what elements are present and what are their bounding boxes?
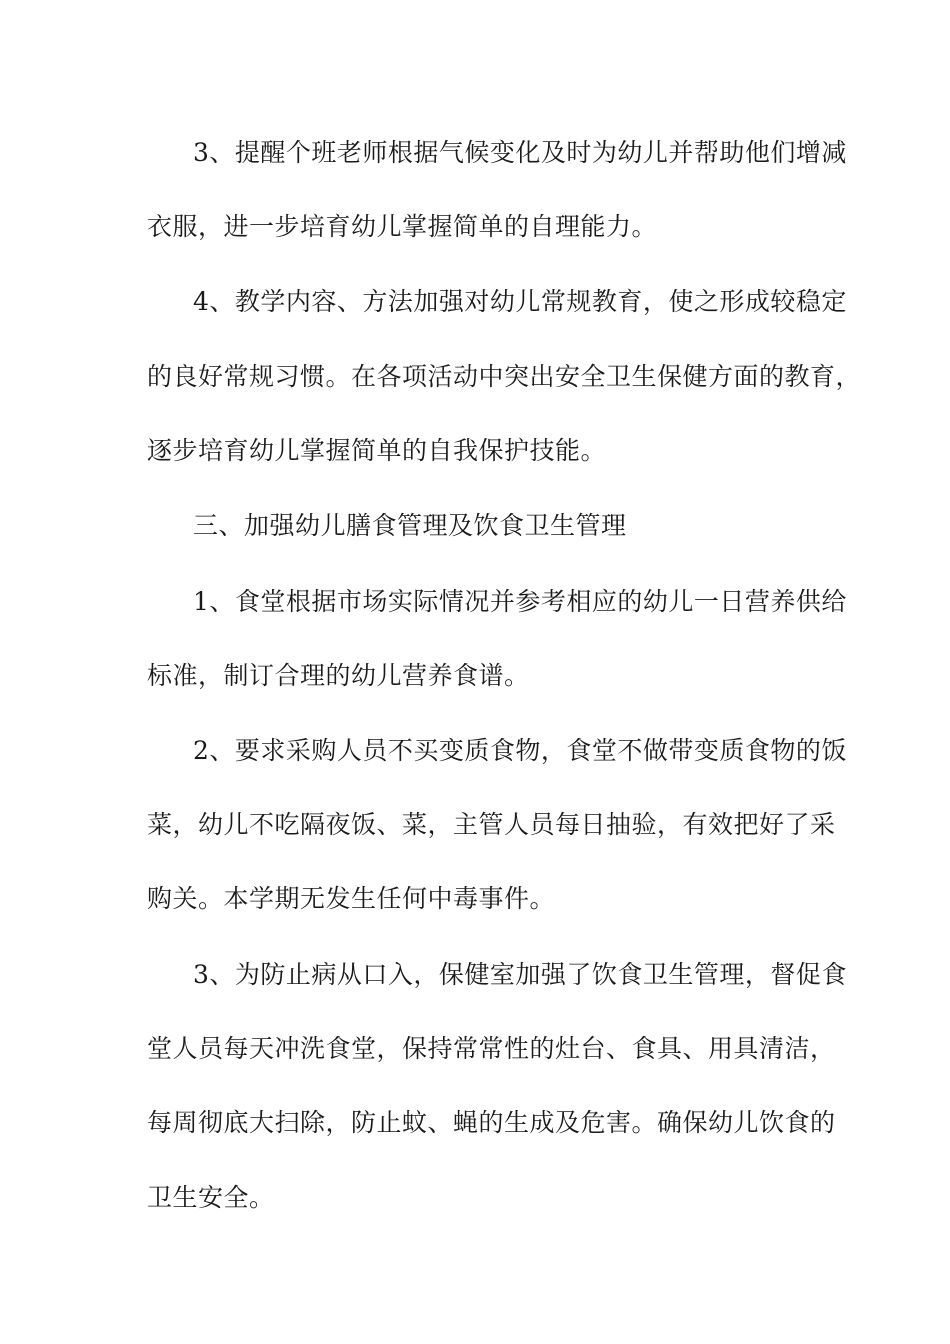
item-1-line-1: 1、食堂根据市场实际情况并参考相应的幼儿一日营养供给 <box>193 587 847 616</box>
section-heading: 三、加强幼儿膳食管理及饮食卫生管理 <box>193 511 627 540</box>
item-2-line-3: 购关。本学期无发生任何中毒事件。 <box>147 884 556 913</box>
item-1-line-2: 标准，制订合理的幼儿营养食谱。 <box>147 661 530 690</box>
paragraph-3-line-1: 3、提醒个班老师根据气候变化及时为幼儿并帮助他们增减 <box>193 138 847 167</box>
paragraph-3-line-2: 衣服，进一步培育幼儿掌握简单的自理能力。 <box>147 212 658 241</box>
item-3-line-3: 每周彻底大扫除，防止蚊、蝇的生成及危害。确保幼儿饮食的 <box>147 1108 836 1137</box>
item-2-line-1: 2、要求采购人员不买变质食物，食堂不做带变质食物的饭 <box>193 736 847 765</box>
item-3-line-1: 3、为防止病从口入，保健室加强了饮食卫生管理，督促食 <box>193 960 847 989</box>
paragraph-4-line-1: 4、教学内容、方法加强对幼儿常规教育，使之形成较稳定 <box>193 287 847 316</box>
item-2-line-2: 菜，幼儿不吃隔夜饭、菜，主管人员每日抽验，有效把好了采 <box>147 810 836 839</box>
item-3-line-4: 卫生安全。 <box>147 1183 275 1212</box>
item-3-line-2: 堂人员每天冲洗食堂，保持常常性的灶台、食具、用具清洁， <box>147 1034 836 1063</box>
paragraph-4-line-2: 的良好常规习惯。在各项活动中突出安全卫生保健方面的教育， <box>147 362 862 391</box>
paragraph-4-line-3: 逐步培育幼儿掌握简单的自我保护技能。 <box>147 436 607 465</box>
